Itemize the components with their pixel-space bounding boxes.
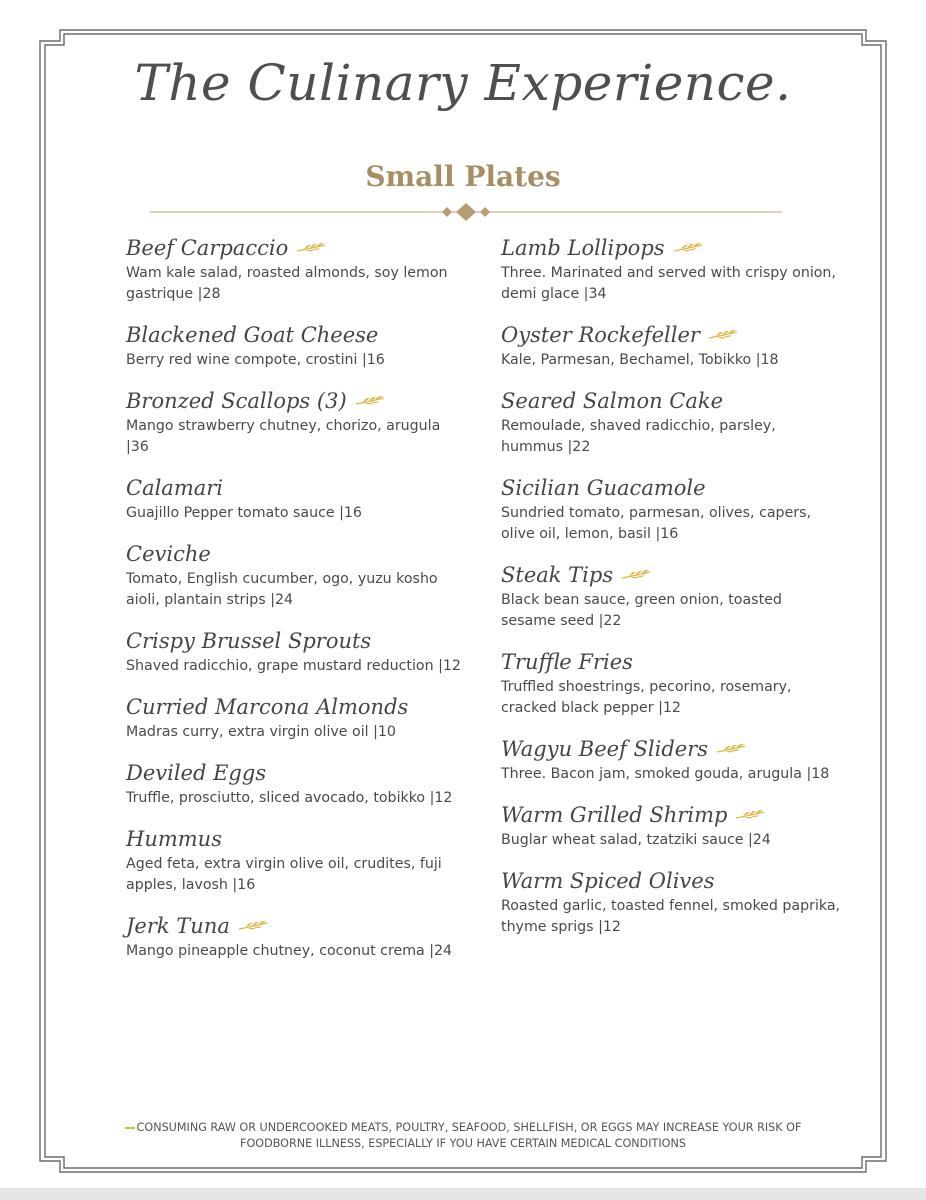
- menu-item-name-row: [126, 692, 466, 722]
- menu-item: [126, 626, 466, 677]
- menu-item-name: Lamb Lollipops: [501, 236, 665, 260]
- menu-item: [126, 386, 466, 458]
- menu-item-description: Aged feta, extra virgin olive oil, crudites, fuji apples, lavosh |16: [126, 856, 442, 893]
- menu-item-name-row: [501, 866, 841, 896]
- menu-item-description: Three. Marinated and served with crispy onion, demi glace |34: [501, 265, 836, 302]
- menu-item: [126, 692, 466, 743]
- menu-item: [501, 647, 841, 719]
- menu-item-description: Remoulade, shaved radicchio, parsley, hummus |22: [501, 418, 776, 455]
- menu-item: [126, 824, 466, 896]
- left-menu-column: [126, 233, 466, 977]
- menu-item-name: Oyster Rockefeller: [501, 323, 700, 347]
- disclaimer-line-2: FOODBORNE ILLNESS, ESPECIALLY IF YOU HAVE CERTAIN MEDICAL CONDITIONS: [240, 1137, 686, 1150]
- menu-item-name-row: [126, 233, 466, 263]
- menu-item: [126, 473, 466, 524]
- menu-item-name-row: [126, 911, 466, 941]
- menu-item: [501, 320, 841, 371]
- menu-item-description: Madras curry, extra virgin olive oil |10: [126, 724, 396, 740]
- section-divider: [150, 202, 782, 222]
- menu-item-name-row: [126, 320, 466, 350]
- menu-item: [126, 758, 466, 809]
- disclaimer-line-1: CONSUMING RAW OR UNDERCOOKED MEATS, POULTRY, SEAFOOD, SHELLFISH, OR EGGS MAY INCREASE YOUR RISK OF: [136, 1121, 802, 1134]
- menu-item-name-row: [126, 386, 466, 416]
- menu-item-description: Truffle, prosciutto, sliced avocado, tobikko |12: [126, 790, 453, 806]
- section-title: Small Plates: [365, 160, 561, 193]
- menu-item-name-row: [501, 233, 841, 263]
- menu-item-name: Blackened Goat Cheese: [126, 323, 379, 347]
- menu-item-description: Three. Bacon jam, smoked gouda, arugula |18: [501, 766, 830, 782]
- menu-item: [501, 734, 841, 785]
- diamond-ornament-icon: [442, 203, 490, 221]
- menu-item-name: Wagyu Beef Sliders: [501, 737, 709, 761]
- menu-item-name-row: [126, 626, 466, 656]
- wheat-leaf-icon: [125, 1127, 135, 1129]
- menu-item: [501, 560, 841, 632]
- menu-item-name-row: [501, 386, 841, 416]
- menu-item: [501, 800, 841, 851]
- menu-item: [126, 911, 466, 962]
- raw-food-disclaimer: [110, 1120, 816, 1152]
- wheat-leaf-icon: [708, 329, 738, 341]
- wheat-leaf-icon: [735, 809, 765, 821]
- menu-item: [501, 386, 841, 458]
- menu-item-name: Warm Grilled Shrimp: [501, 803, 728, 827]
- right-menu-column: [501, 233, 841, 953]
- menu-item-description: Shaved radicchio, grape mustard reduction |12: [126, 658, 461, 674]
- menu-item-description: Roasted garlic, toasted fennel, smoked paprika, thyme sprigs |12: [501, 898, 841, 935]
- menu-item-name: Beef Carpaccio: [126, 236, 289, 260]
- menu-item-name-row: [126, 539, 466, 569]
- menu-item-name: Bronzed Scallops (3): [126, 389, 347, 413]
- menu-item-description: Mango pineapple chutney, coconut crema |24: [126, 943, 453, 959]
- menu-item-description: Tomato, English cucumber, ogo, yuzu kosho aioli, plantain strips |24: [126, 571, 438, 608]
- menu-item-name-row: [501, 647, 841, 677]
- menu-item: [126, 539, 466, 611]
- menu-item-description: Sundried tomato, parmesan, olives, capers, olive oil, lemon, basil |16: [501, 505, 812, 542]
- menu-item: [126, 233, 466, 305]
- menu-item-name-row: [501, 560, 841, 590]
- wheat-leaf-icon: [238, 920, 268, 932]
- menu-item-name: Sicilian Guacamole: [501, 476, 706, 500]
- menu-item-description: Truffled shoestrings, pecorino, rosemary, cracked black pepper |12: [501, 679, 792, 716]
- menu-item-name: Deviled Eggs: [126, 761, 267, 785]
- menu-item-name-row: [501, 473, 841, 503]
- menu-item-name-row: [501, 734, 841, 764]
- menu-item-description: Buglar wheat salad, tzatziki sauce |24: [501, 832, 771, 848]
- menu-item-name: Seared Salmon Cake: [501, 389, 724, 413]
- wheat-leaf-icon: [621, 569, 651, 581]
- menu-item-description: Berry red wine compote, crostini |16: [126, 352, 385, 368]
- menu-item-description: Guajillo Pepper tomato sauce |16: [126, 505, 362, 521]
- menu-item-description: Wam kale salad, roasted almonds, soy lemon gastrique |28: [126, 265, 448, 302]
- menu-item-name: Hummus: [126, 827, 222, 851]
- menu-item-name-row: [126, 473, 466, 503]
- menu-item: [126, 320, 466, 371]
- menu-item-name: Curried Marcona Almonds: [126, 695, 409, 719]
- menu-item-name: Calamari: [126, 476, 224, 500]
- menu-item-description: Mango strawberry chutney, chorizo, arugula |36: [126, 418, 441, 455]
- menu-item-name-row: [501, 800, 841, 830]
- menu-item-name: Steak Tips: [501, 563, 614, 587]
- wheat-leaf-icon: [716, 743, 746, 755]
- menu-item: [501, 866, 841, 938]
- menu-item-name-row: [501, 320, 841, 350]
- menu-item-name: Jerk Tuna: [126, 914, 230, 938]
- menu-item-name: Warm Spiced Olives: [501, 869, 715, 893]
- menu-item-name-row: [126, 824, 466, 854]
- wheat-leaf-icon: [355, 395, 385, 407]
- menu-item-name: Ceviche: [126, 542, 211, 566]
- menu-item-name: Crispy Brussel Sprouts: [126, 629, 372, 653]
- menu-item-description: Black bean sauce, green onion, toasted sesame seed |22: [501, 592, 782, 629]
- wheat-leaf-icon: [673, 242, 703, 254]
- menu-item: [501, 233, 841, 305]
- menu-title: The Culinary Experience.: [134, 54, 792, 112]
- menu-item: [501, 473, 841, 545]
- menu-item-name-row: [126, 758, 466, 788]
- wheat-leaf-icon: [296, 242, 326, 254]
- menu-item-name: Truffle Fries: [501, 650, 633, 674]
- menu-item-description: Kale, Parmesan, Bechamel, Tobikko |18: [501, 352, 779, 368]
